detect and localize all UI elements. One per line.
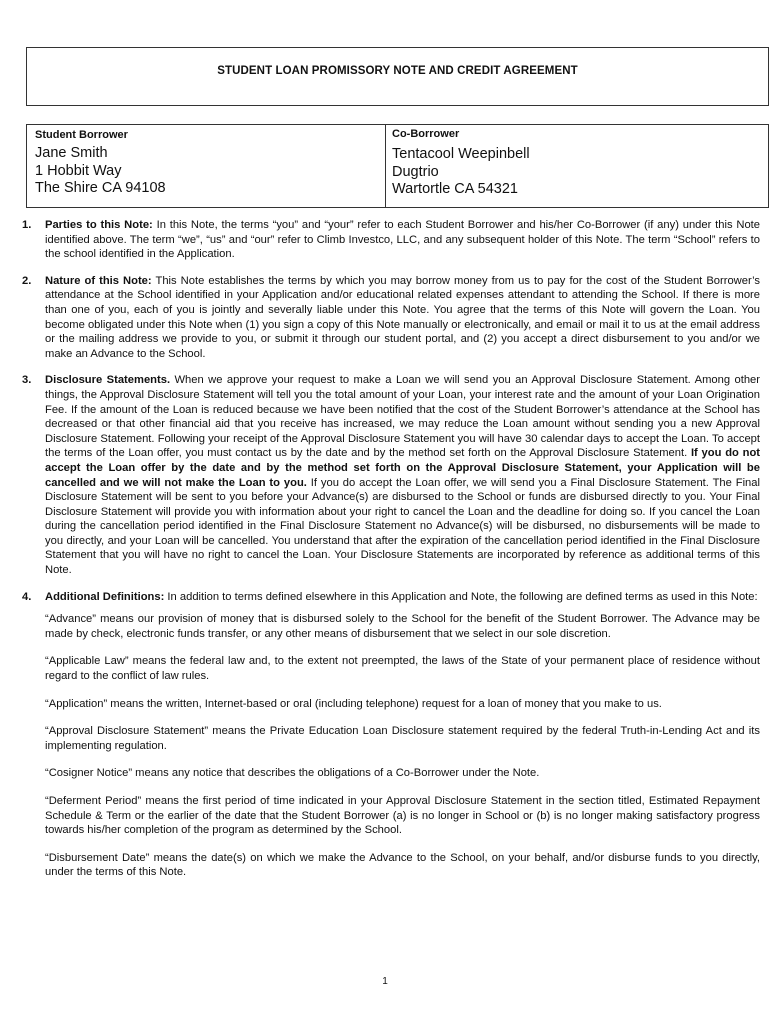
section-text: In addition to terms defined elsewhere in this Application and Note, the following are defined terms as used in this Note: xyxy=(164,590,758,603)
parties-box xyxy=(26,124,769,208)
section-text: This Note establishes the terms by which you may borrow money from us to pay for the cost of the Student Borrower’s attendance at the School identified in your Application and/or educational related expenses attendant to attending the School. If there is more than one of you, each of you is jointly and severally liable under this Note. You agree that the terms of this Note will govern the Loan. You become obligated under this Note when (1) you sign a copy of this Note manually or electronically, and email or mail it to us at the email address or the mailing address we provide to you, or submit it through our student portal, and (2) you accept a direct disbursement to you and/or we make an Advance to the School. xyxy=(45,274,761,360)
section-number: 4. xyxy=(22,590,32,603)
section-title: Additional Definitions: xyxy=(45,590,165,603)
definition-approval-disclosure: “Approval Disclosure Statement” means the Private Education Loan Disclosure statement required by the federal Truth-in-Lending Act and its implementing regulation. xyxy=(45,725,760,752)
section-parties xyxy=(22,218,760,262)
student-borrower-label: Student Borrower xyxy=(35,129,128,141)
document-title: STUDENT LOAN PROMISSORY NOTE AND CREDIT AGREEMENT xyxy=(217,65,578,77)
student-borrower-address1: 1 Hobbit Way xyxy=(35,162,122,179)
co-borrower-name: Tentacool Weepinbell xyxy=(392,146,530,162)
student-borrower-block xyxy=(35,125,166,198)
definition-advance: “Advance” means our provision of money that is disbursed solely to the School for the benefit of the Student Borrower. The Advance may be made by check, electronic funds transfer, or any other means of disbursement that we select in our sole discretion. xyxy=(45,613,760,640)
section-disclosure xyxy=(22,373,760,577)
section-title: Disclosure Statements. xyxy=(45,374,171,387)
co-borrower-address1: Dugtrio xyxy=(392,163,439,180)
section-number: 3. xyxy=(22,374,32,387)
section-bold-text: If you do not accept the Loan offer by the date and by the method set forth on the Approval Disclosure Statement, your Application will be cancelled and we will not make the Loan to you. xyxy=(45,447,761,489)
party-divider xyxy=(385,125,386,207)
co-borrower-label: Co-Borrower xyxy=(392,128,460,140)
section-title: Parties to this Note: xyxy=(45,219,153,231)
section-text: When we approve your request to make a Loan we will send you an Approval Disclosure Statement. Among other things, the Approval Disclosure Statement will tell you the total amount of your Loan, your interest rate and the amount of your Loan Origination Fee. If the amount of the Loan is reduced because we have been notified that the cost of the Student Borrower’s attendance at the School has decreased or that other financial aid that you receive has increased, we may reduce the Loan amount without sending you a new Approval Disclosure Statement. Following your receipt of the Approval Disclosure Statement you will have 30 calendar days to accept the Loan. To accept the terms of the Loan offer, you must contact us by the date and by the method set forth on the Approval Disclosure Statement. xyxy=(45,374,760,460)
section-title: Nature of this Note: xyxy=(45,274,152,287)
definition-applicable-law: “Applicable Law” means the federal law and, to the extent not preempted, the laws of the State of your permanent place of residence without regard to the conflict of law rules. xyxy=(45,655,760,683)
definition-disbursement-date: “Disbursement Date” means the date(s) on which we make the Advance to the School, on your behalf, and/or disburse funds to you directly, under the terms of this Note. xyxy=(45,851,760,879)
section-number: 1. xyxy=(22,219,32,231)
student-borrower-name: Jane Smith xyxy=(35,145,108,161)
definition-deferment-period: “Deferment Period” means the first period of time indicated in your Approval Disclosure Statement in the section titled, Estimated Repayment Schedule & Term or the earlier of the date that the Student Borrower (a) is no longer in School or (b) is no longer making satisfactory progress towards his/her completion of the program as determined by the School. xyxy=(45,795,760,837)
title-box xyxy=(26,47,769,106)
section-nature xyxy=(22,274,760,362)
page-number: 1 xyxy=(382,976,388,987)
definition-application: “Application” means the written, Internet-based or oral (including telephone) request for a loan of money that you make to us. xyxy=(45,697,662,710)
section-definitions xyxy=(22,590,760,880)
definition-cosigner-notice: “Cosigner Notice” means any notice that describes the obligations of a Co-Borrower under the Note. xyxy=(45,767,540,780)
section-number: 2. xyxy=(22,274,32,287)
co-borrower-address2: Wartortle CA 54321 xyxy=(392,181,518,197)
student-borrower-address2: The Shire CA 94108 xyxy=(35,180,166,196)
section-text: In this Note, the terms “you” and “your” refer to each Student Borrower and his/her Co-Borrower (if any) under this Note identified above. The term “we”, “us” and “our” refer to Climb Investco, LLC, and any subsequent holder of this Note. The term “School” refers to the school identified in the Application. xyxy=(45,219,761,261)
co-borrower-block xyxy=(392,125,530,199)
note-body xyxy=(22,218,760,893)
section-text-continued: If you do accept the Loan offer, we will send you a Final Disclosure Statement. The Final Disclosure Statement will be sent to you before your Advance(s) are disbursed to the School or funds are disbursed directly to you. Your Final Disclosure Statement will provide you with information about your right to cancel the Loan and the deadline for doing so. If you cancel the Loan during the cancellation period identified in the Final Disclosure Statement no Advance(s) will be disbursed, no disbursements will be made to you directly, and your Loan will be cancelled. You understand that after the expiration of the cancellation period identified in the Final Disclosure Statement that you will have no right to cancel the Loan. Your Disclosure Statements are incorporated by reference as additional terms of this Note. xyxy=(45,476,760,577)
